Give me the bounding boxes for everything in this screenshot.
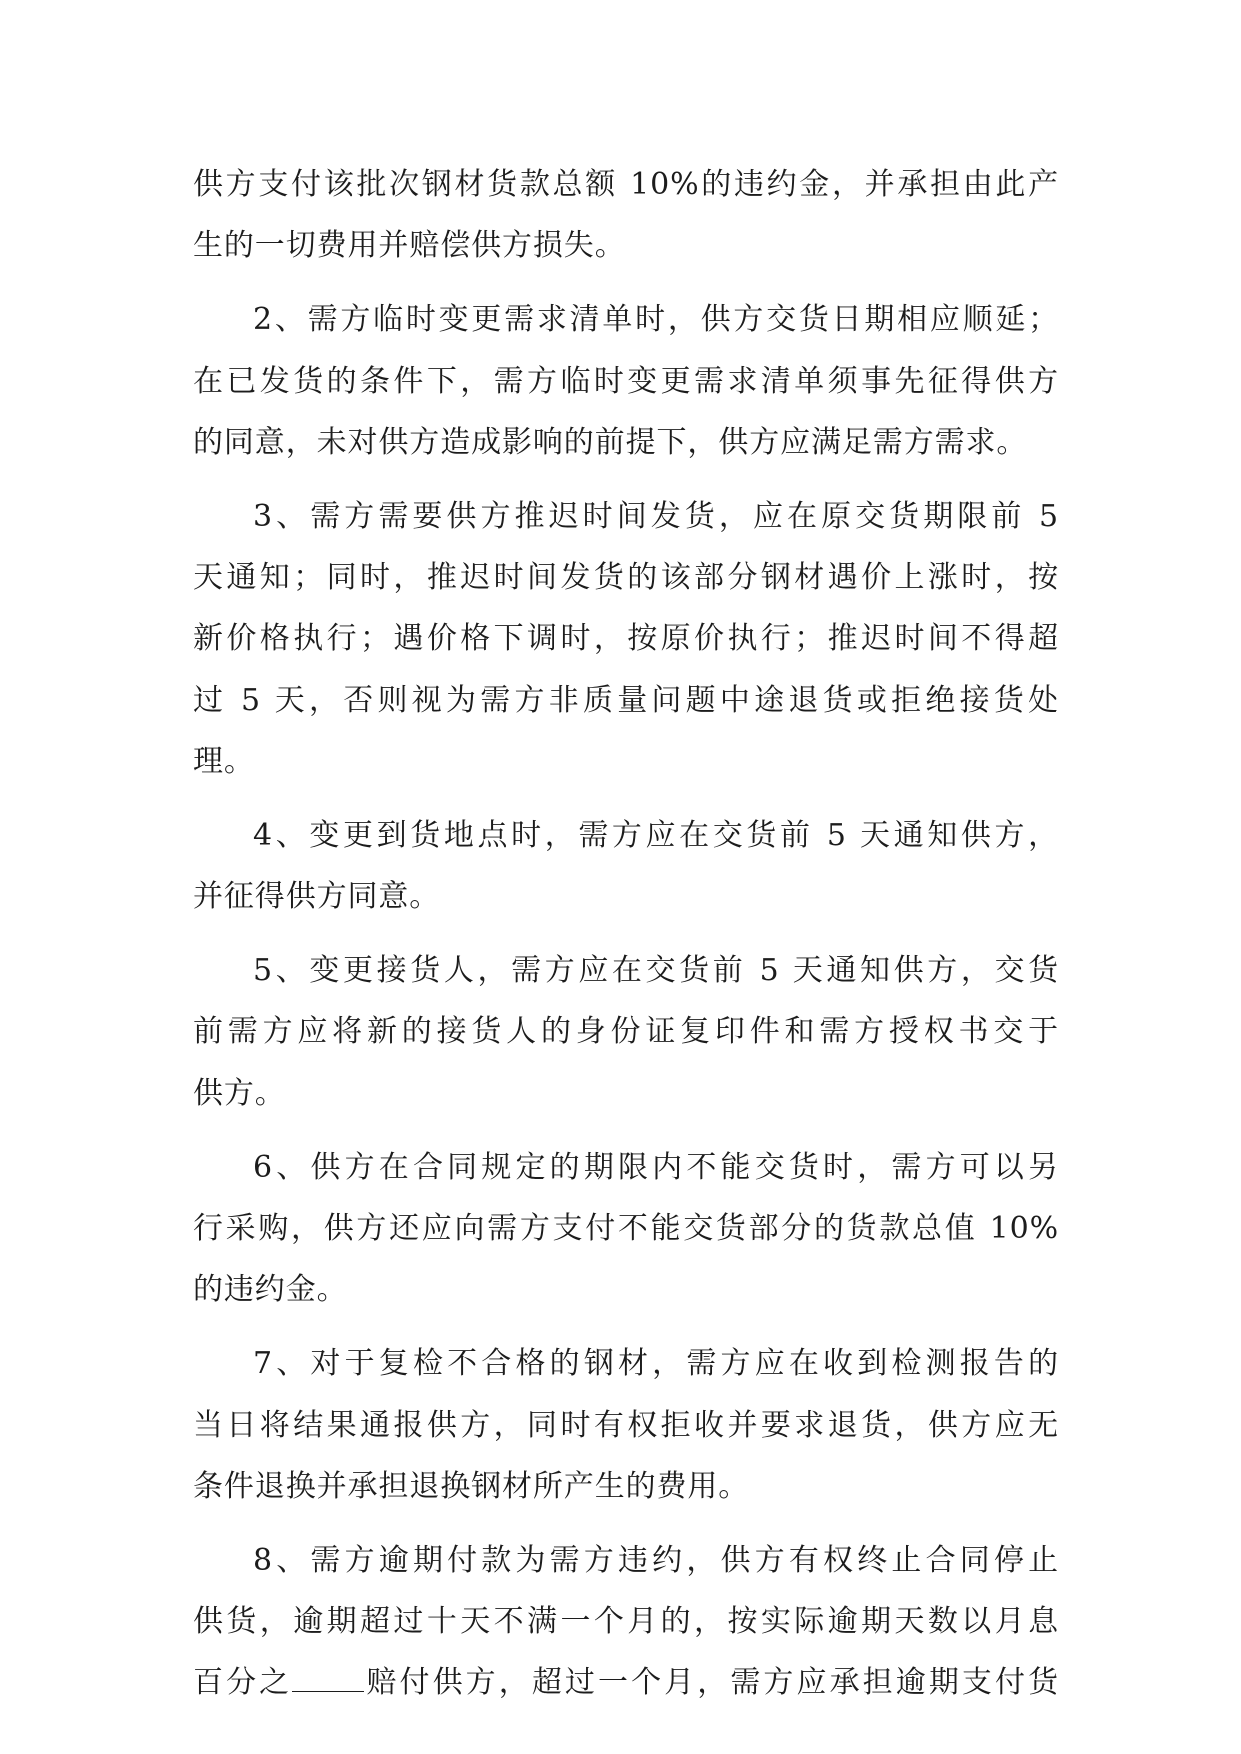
paragraph	[193, 805, 1059, 927]
text-line: 4、变更到货地点时，需方应在交货前 5 天通知供方，	[253, 817, 1059, 853]
text-line: 5、变更接货人，需方应在交货前 5 天通知供方，交货	[253, 953, 1059, 989]
text-fragment: 赔付供方，超过一个月，需方应承担逾期支付货	[364, 1665, 1059, 1701]
paragraph	[193, 1530, 1059, 1714]
fill-in-blank	[292, 1657, 364, 1692]
text-fragment: 百分之	[193, 1665, 293, 1701]
text-line: 8、需方逾期付款为需方违约，供方有权终止合同停止	[253, 1542, 1059, 1578]
text-line: 的违约金。	[193, 1272, 348, 1308]
text-line: 在已发货的条件下，需方临时变更需求清单须事先征得供方	[193, 363, 1059, 399]
text-line: 条件退换并承担退换钢材所产生的费用。	[193, 1468, 750, 1504]
document-body	[193, 154, 1059, 1714]
text-line: 的同意，未对供方造成影响的前提下，供方应满足需方需求。	[193, 424, 1028, 460]
text-line: 行采购，供方还应向需方支付不能交货部分的货款总值 10%	[193, 1211, 1059, 1246]
text-line: 供方。	[193, 1075, 286, 1111]
text-line: 7、对于复检不合格的钢材，需方应在收到检测报告的	[253, 1346, 1059, 1382]
text-line: 过 5 天，否则视为需方非质量问题中途退货或拒绝接货处	[193, 682, 1059, 718]
text-line: 天通知；同时，推迟时间发货的该部分钢材遇价上涨时，按	[193, 560, 1059, 596]
text-line: 生的一切费用并赔偿供方损失。	[193, 228, 626, 264]
paragraph	[193, 289, 1059, 473]
text-line: 2、需方临时变更需求清单时，供方交货日期相应顺延；	[253, 302, 1059, 338]
text-line: 并征得供方同意。	[193, 879, 441, 915]
text-line: 前需方应将新的接货人的身份证复印件和需方授权书交于	[193, 1014, 1059, 1050]
text-line: 供货，逾期超过十天不满一个月的，按实际逾期天数以月息	[193, 1604, 1059, 1640]
text-line	[193, 1652, 1059, 1713]
paragraph	[193, 486, 1059, 792]
paragraph	[193, 154, 1059, 276]
text-line: 6、供方在合同规定的期限内不能交货时，需方可以另	[253, 1149, 1059, 1185]
paragraph	[193, 1137, 1059, 1321]
paragraph	[193, 940, 1059, 1124]
text-line: 供方支付该批次钢材货款总额 10%的违约金，并承担由此产	[193, 167, 1059, 202]
text-line: 理。	[193, 743, 255, 779]
text-line: 当日将结果通报供方，同时有权拒收并要求退货，供方应无	[193, 1407, 1059, 1443]
paragraph	[193, 1333, 1059, 1517]
text-line: 3、需方需要供方推迟时间发货，应在原交货期限前 5	[253, 498, 1059, 534]
text-line: 新价格执行；遇价格下调时，按原价执行；推迟时间不得超	[193, 621, 1059, 657]
